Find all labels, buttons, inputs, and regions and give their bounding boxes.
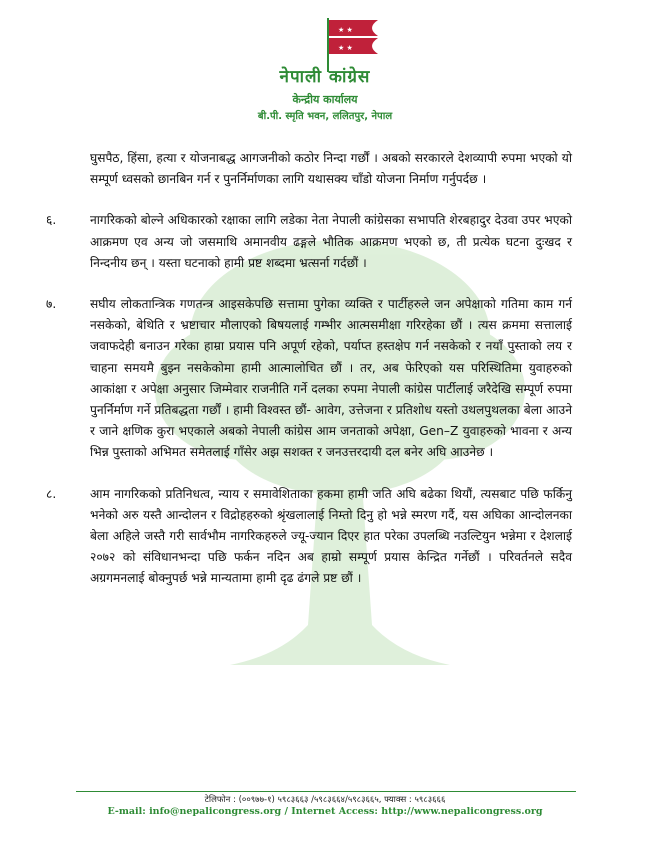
paragraph-number: ७. (46, 297, 57, 312)
paragraph-number: ६. (46, 213, 57, 228)
paragraph-text: नागरिकको बोल्ने अधिकारको रक्षाका लागि लडेका नेता नेपाली कांग्रेसका सभापति शेरबहादुर देउवा उपर भएको आक्रमण एव अन्य जो जसमाथि अमानवीय ढङ्गले भौतिक आक्रमण भएको छ, ती प्रत्येक घटना दुःखद र निन्दनीय छन् । यस्ता घटनाको हामी प्रष्ट शब्दमा भ्रत्सर्ना गर्दछौं । (90, 213, 572, 270)
organization-name: नेपाली कांग्रेस (279, 67, 371, 87)
letterhead (0, 0, 650, 130)
paragraph-number: ८. (46, 486, 57, 501)
footer-email-website: E-mail: info@nepalicongress.org / Internet Access: http://www.nepalicongress.org (107, 806, 543, 817)
office-address: बी.पी. स्मृति भवन, ललितपुर, नेपाल (257, 111, 393, 122)
numbered-paragraph (46, 210, 572, 274)
intro-paragraph: घुसपैठ, हिंसा, हत्या र योजनाबद्ध आगजनीको कठोर निन्दा गर्छौं । अबको सरकारले देशव्यापी रुपमा भएको यो सम्पूर्ण ध्वसको छानबिन गर्न र पुनर्निर्माणका लागि यथासक्य चाँडो योजना निर्माण गर्नुपर्दछ । (90, 151, 572, 187)
svg-text:★ ★: ★ ★ (338, 26, 353, 34)
footer-divider (76, 791, 576, 792)
paragraph-text: आम नागरिकको प्रतिनिधत्व, न्याय र समावेशिताका हकमा हामी जति अघि बढेका थियौं, त्यसबाट पछि फर्किनु भनेको अरु यस्तै आन्दोलन र विद्रोहहरुको श्रृंखलालाई निम्तो दिनु हो भन्ने स्मरण गर्दै, यस अघिका आन्दोलनका बेला अहिले जस्तै गरी सार्वभौम नागरिकहरुले ज्यू-ज्यान दिएर हात परेका उपलब्धि नउल्टियुन भन्नेमा र देशलाई २०७२ को संविधानभन्दा पछि फर्कन नदिन अब हाम्रो सम्पूर्ण प्रयास केन्द्रित गर्नेछौं । परिवर्तनले सदैव अग्रगमनलाई बोक्नुपर्छ भन्ने मान्यतामा हामी दृढ ढंगले प्रष्ट छौं । (90, 486, 572, 586)
paragraph-text: सघीय लोकतान्त्रिक गणतन्त्र आइसकेपछि सत्तामा पुगेका व्यक्ति र पार्टीहरुले जन अपेक्षाको गतिमा काम गर्न नसकेको, बेथिति र भ्रष्टाचार मौलाएको बिषयलाई गम्भीर आत्मसमीक्षा गरिरहेका छौं । त्यस क्रममा सत्तालाई जवाफदेही बनाउन गरेका हाम्रा प्रयास पनि अपूर्ण रहेको, पर्याप्त हस्तक्षेप गर्न नसकेको र नयाँ पुस्ताको लय र चाहना समयमै बुझ्न नसकेकोमा हामी आत्मालोचित छौं । तर, अब फेरिएको यस परिस्थितिमा युवाहरुको आकांक्षा र अपेक्षा अनुसार जिम्मेवार राजनीति गर्ने दलका रुपमा नेपाली कांग्रेस पार्टीलाई जरैदेखि सम्पूर्ण रुपमा पुनर्निर्माण गर्ने प्रतिबद्धता गर्छौं । हामी विश्वस्त छौं- आवेग, उत्तेजना र प्रतिशोध यस्तो उथलपुथलका बेला आउने र जाने क्षणिक कुरा भएकाले अबको नेपाली कांग्रेस आम जनताको अपेक्षा, Gen–Z युवाहरुको भावना र अन्य भिन्न पुस्ताको अभिमत समेतलाई गाँसेर अझ सशक्त र जनउत्तरदायी दल बनेर अघि आउनेछ । (90, 297, 572, 460)
numbered-paragraph (46, 294, 572, 464)
document-body (46, 148, 572, 610)
numbered-paragraph (46, 484, 572, 590)
office-name: केन्द्रीय कार्यालय (292, 93, 358, 106)
footer-contact-numbers: टेलिफोन : (००९७७-१) ५९८३६६३ /५९८३६६४/५९८३६६५, फ्याक्स : ५९८३६६६ (204, 795, 446, 805)
svg-text:★ ★: ★ ★ (338, 44, 353, 52)
